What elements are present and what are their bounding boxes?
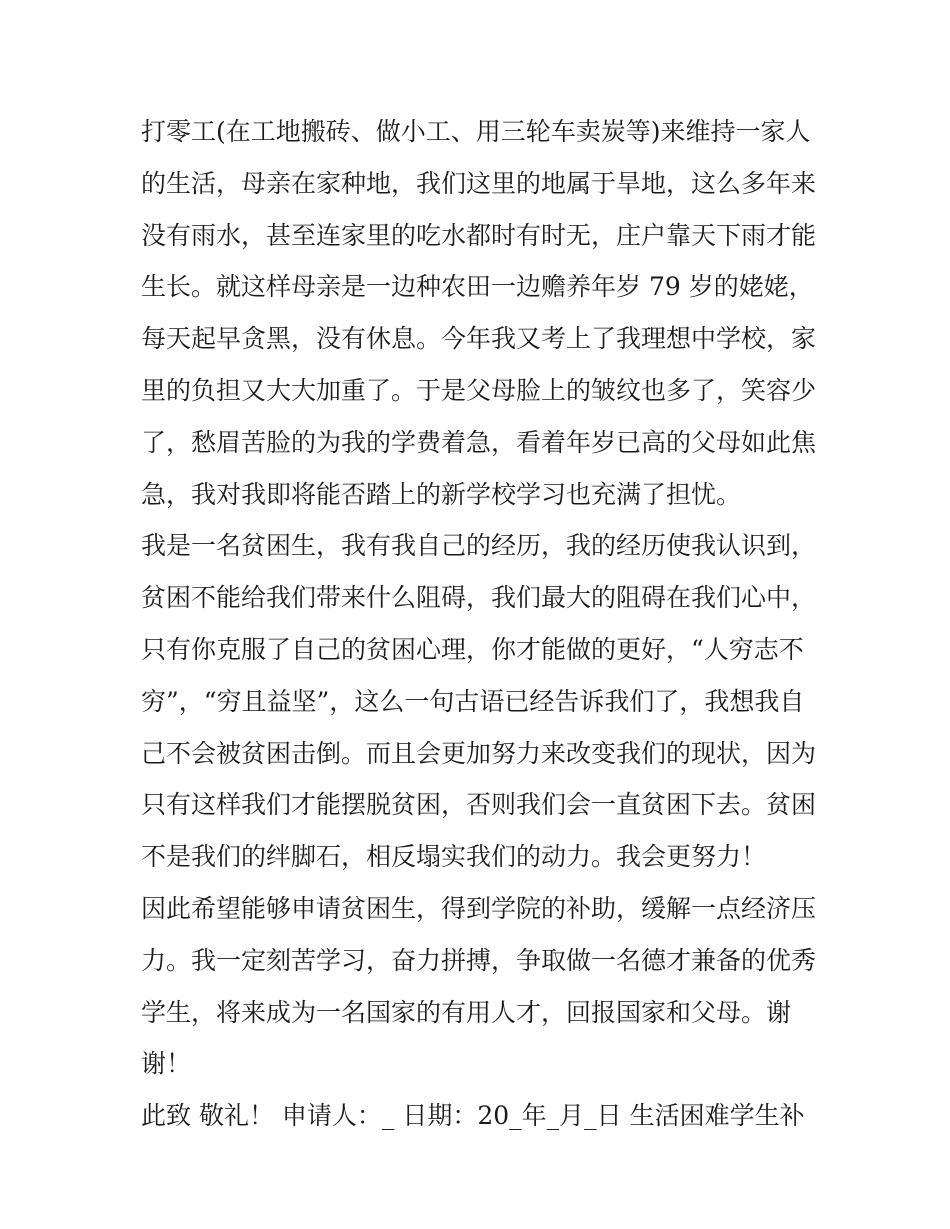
text-line: 学生，将来成为一名国家的有用人才，回报国家和父母。谢 [141, 997, 792, 1027]
text-line: 不是我们的绊脚石，相反塌实我们的动力。我会更努力！ [141, 842, 767, 872]
text-line: 急，我对我即将能否踏上的新学校学习也充满了担忧。 [141, 479, 742, 509]
text-line: 穷”，“穷且益坚”，这么一句古语已经告诉我们了，我想我自 [141, 686, 805, 716]
text-line: 我是一名贫困生，我有我自己的经历，我的经历使我认识到， [141, 531, 817, 561]
text-line: 的生活，母亲在家种地，我们这里的地属于旱地，这么多年来 [141, 168, 817, 198]
text-line: 贫困不能给我们带来什么阻碍，我们最大的阻碍在我们心中， [141, 583, 817, 613]
text-line: 此致 敬礼！ 申请人：_ 日期：20_年_月_日 生活困难学生补 [141, 1101, 805, 1131]
text-line: 里的负担又大大加重了。于是父母脸上的皱纹也多了，笑容少 [141, 375, 817, 405]
text-line: 生长。就这样母亲是一边种农田一边赡养年岁 79 岁的姥姥， [141, 272, 814, 302]
text-line: 每天起早贪黑，没有休息。今年我又考上了我理想中学校，家 [141, 324, 817, 354]
text-line: 力。我一定刻苦学习，奋力拼搏，争取做一名德才兼备的优秀 [141, 945, 817, 975]
body-text [141, 106, 821, 1142]
text-line: 只有这样我们才能摆脱贫困，否则我们会一直贫困下去。贫困 [141, 790, 817, 820]
text-line: 己不会被贫困击倒。而且会更加努力来改变我们的现状，因为 [141, 738, 817, 768]
text-line: 了，愁眉苦脸的为我的学费着急，看着年岁已高的父母如此焦 [141, 427, 817, 457]
text-line: 因此希望能够申请贫困生，得到学院的补助，缓解一点经济压 [141, 893, 817, 923]
text-line: 没有雨水，甚至连家里的吃水都时有时无，庄户靠天下雨才能 [141, 220, 817, 250]
text-line: 谢！ [141, 1049, 192, 1079]
text-line: 只有你克服了自己的贫困心理，你才能做的更好，“人穷志不 [141, 634, 804, 664]
text-line: 打零工(在工地搬砖、做小工、用三轮车卖炭等)来维持一家人 [141, 117, 811, 146]
